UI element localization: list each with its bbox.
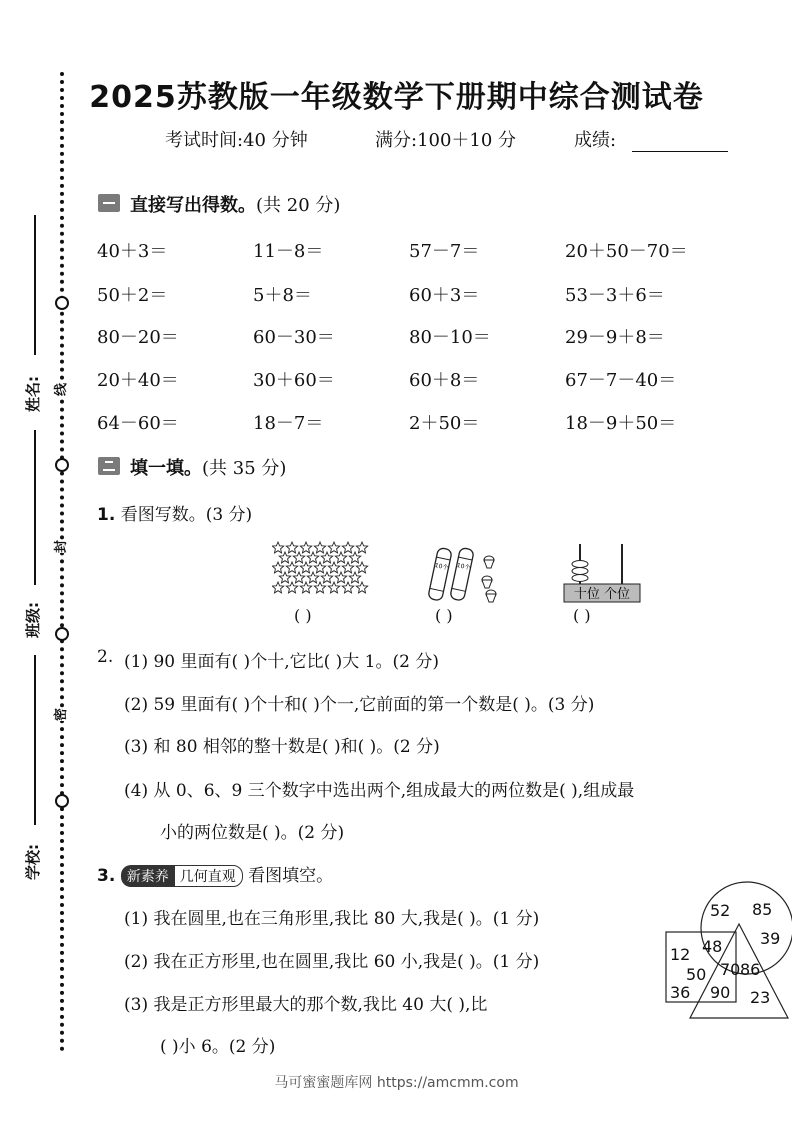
class-write-line[interactable] xyxy=(34,430,36,585)
star-icon xyxy=(335,572,346,583)
star-icon xyxy=(328,562,339,573)
calc-item[interactable]: 5＋8＝ xyxy=(253,285,312,306)
figure-number: 36 xyxy=(670,983,691,1002)
calc-item[interactable]: 80－20＝ xyxy=(97,327,179,348)
full-score: 满分:100＋10 分 xyxy=(375,130,517,151)
question-3-number: 3. xyxy=(97,866,116,886)
calc-item[interactable]: 60＋3＝ xyxy=(409,285,480,306)
section-one-title: 直接写出得数。 xyxy=(130,195,256,216)
star-icon xyxy=(286,562,297,573)
calc-item[interactable]: 64－60＝ xyxy=(97,413,179,434)
star-icon xyxy=(300,542,311,553)
venn-figure xyxy=(662,880,792,1020)
exam-time: 考试时间:40 分钟 xyxy=(165,130,308,151)
star-icon xyxy=(342,582,353,593)
calc-item[interactable]: 53－3＋6＝ xyxy=(565,285,665,306)
figure-number: 52 xyxy=(710,901,731,920)
calc-item[interactable]: 20＋40＝ xyxy=(97,370,179,391)
footer-watermark: 马可蜜蜜题库网 https://amcmm.com xyxy=(274,1075,519,1091)
star-icon xyxy=(279,572,290,583)
class-label: 班级: xyxy=(24,602,42,638)
star-icon xyxy=(307,552,318,563)
figure-number: 48 xyxy=(702,937,723,956)
school-label: 学校: xyxy=(24,844,42,880)
section-one-heading xyxy=(130,191,340,217)
question-3-item-1[interactable]: (1) 我在圆里,也在三角形里,我比 80 大,我是( )。(1 分) xyxy=(124,909,540,929)
question-3-item-3[interactable]: (3) 我是正方形里最大的那个数,我比 40 大( ),比 xyxy=(124,995,488,1015)
bundle-label: 10个 xyxy=(434,562,449,572)
binding-hole xyxy=(55,794,69,808)
calc-item[interactable]: 50＋2＝ xyxy=(97,285,168,306)
score-write-line[interactable] xyxy=(632,151,728,152)
calc-item[interactable]: 29－9＋8＝ xyxy=(565,327,665,348)
star-icon xyxy=(286,582,297,593)
calc-item[interactable]: 60＋8＝ xyxy=(409,370,480,391)
star-icon xyxy=(356,562,367,573)
question-1-number: 1. xyxy=(97,505,116,525)
section-one-badge xyxy=(98,194,120,212)
question-1-text: 看图写数。(3 分) xyxy=(120,505,253,525)
calc-item[interactable]: 57－7＝ xyxy=(409,241,480,262)
calc-item[interactable]: 18－7＝ xyxy=(253,413,324,434)
section-two-points: (共 35 分) xyxy=(202,458,287,479)
star-icon xyxy=(272,562,283,573)
bundles-picture xyxy=(425,544,507,606)
star-icon xyxy=(349,552,360,563)
abacus-picture xyxy=(562,540,644,604)
question-2-item-4[interactable]: (4) 从 0、6、9 三个数字中选出两个,组成最大的两位数是( ),组成最 xyxy=(124,781,635,801)
star-icon xyxy=(321,552,332,563)
stars-picture xyxy=(272,540,382,602)
question-2-item-4-cont[interactable]: 小的两位数是( )。(2 分) xyxy=(160,823,345,843)
section-one-points: (共 20 分) xyxy=(256,195,341,216)
binding-char-seal: 封 xyxy=(48,540,71,553)
star-icon xyxy=(314,562,325,573)
answer-blank-bundles[interactable]: ( ) xyxy=(435,606,453,625)
page-title: 2025苏教版一年级数学下册期中综合测试卷 xyxy=(89,80,704,115)
calc-item[interactable]: 30＋60＝ xyxy=(253,370,335,391)
binding-hole xyxy=(55,458,69,472)
figure-number: 90 xyxy=(710,983,731,1002)
question-2-item-2[interactable]: (2) 59 里面有( )个十和( )个一,它前面的第一个数是( )。(3 分) xyxy=(124,695,595,715)
star-icon xyxy=(272,582,283,593)
school-write-line[interactable] xyxy=(34,655,36,825)
question-2-item-3[interactable]: (3) 和 80 相邻的整十数是( )和( )。(2 分) xyxy=(124,737,440,757)
figure-number: 23 xyxy=(750,988,771,1007)
calc-item[interactable]: 2＋50＝ xyxy=(409,413,480,434)
calc-item[interactable]: 18－9＋50＝ xyxy=(565,413,677,434)
question-3 xyxy=(97,861,333,887)
star-icon xyxy=(342,562,353,573)
star-icon xyxy=(349,572,360,583)
star-icon xyxy=(321,572,332,583)
question-3-item-2[interactable]: (2) 我在正方形里,也在圆里,我比 60 小,我是( )。(1 分) xyxy=(124,952,540,972)
star-icon xyxy=(293,552,304,563)
calc-item[interactable]: 20＋50－70＝ xyxy=(565,241,688,262)
calc-item[interactable]: 40＋3＝ xyxy=(97,241,168,262)
figure-number: 39 xyxy=(760,929,781,948)
question-2-item-1[interactable]: (1) 90 里面有( )个十,它比( )大 1。(2 分) xyxy=(124,652,439,672)
star-icon xyxy=(293,572,304,583)
calc-item[interactable]: 80－10＝ xyxy=(409,327,491,348)
binding-char-line: 线 xyxy=(48,383,71,396)
binding-hole xyxy=(55,627,69,641)
binding-char-secret: 密 xyxy=(48,708,71,721)
question-3-text: 看图填空。 xyxy=(248,866,334,886)
calc-item[interactable]: 67－7－40＝ xyxy=(565,370,677,391)
binding-hole xyxy=(55,296,69,310)
abacus-label: 十位 个位 xyxy=(573,587,631,602)
answer-blank-stars[interactable]: ( ) xyxy=(294,606,312,625)
star-icon xyxy=(279,552,290,563)
bundle-label: 10个 xyxy=(456,562,471,572)
star-icon xyxy=(272,542,283,553)
name-label: 姓名: xyxy=(24,376,42,412)
binding-dotted-line xyxy=(60,72,64,1052)
question-2-number: 2. xyxy=(97,647,114,667)
geometry-tag: 几何直观 xyxy=(173,865,243,887)
calc-item[interactable]: 11－8＝ xyxy=(253,241,324,262)
score-label: 成绩: xyxy=(574,130,617,151)
star-icon xyxy=(314,582,325,593)
name-write-line[interactable] xyxy=(34,215,36,355)
figure-number: 50 xyxy=(686,965,707,984)
figure-number: 86 xyxy=(740,960,761,979)
question-3-item-3-cont[interactable]: ( )小 6。(2 分) xyxy=(160,1037,276,1057)
answer-blank-abacus[interactable]: ( ) xyxy=(573,606,591,625)
star-icon xyxy=(328,542,339,553)
literacy-tag: 新素养 xyxy=(121,865,175,887)
figure-number: 70 xyxy=(720,960,741,979)
star-icon xyxy=(356,542,367,553)
star-icon xyxy=(342,542,353,553)
section-two-heading xyxy=(130,454,286,480)
section-two-badge xyxy=(98,457,120,475)
calc-item[interactable]: 60－30＝ xyxy=(253,327,335,348)
star-icon xyxy=(300,582,311,593)
question-1 xyxy=(97,500,252,525)
star-icon xyxy=(328,582,339,593)
figure-number: 12 xyxy=(670,945,691,964)
star-icon xyxy=(307,572,318,583)
star-icon xyxy=(300,562,311,573)
star-icon xyxy=(335,552,346,563)
star-icon xyxy=(356,582,367,593)
section-two-title: 填一填。 xyxy=(130,458,202,479)
figure-number: 85 xyxy=(752,900,773,919)
star-icon xyxy=(314,542,325,553)
star-icon xyxy=(286,542,297,553)
